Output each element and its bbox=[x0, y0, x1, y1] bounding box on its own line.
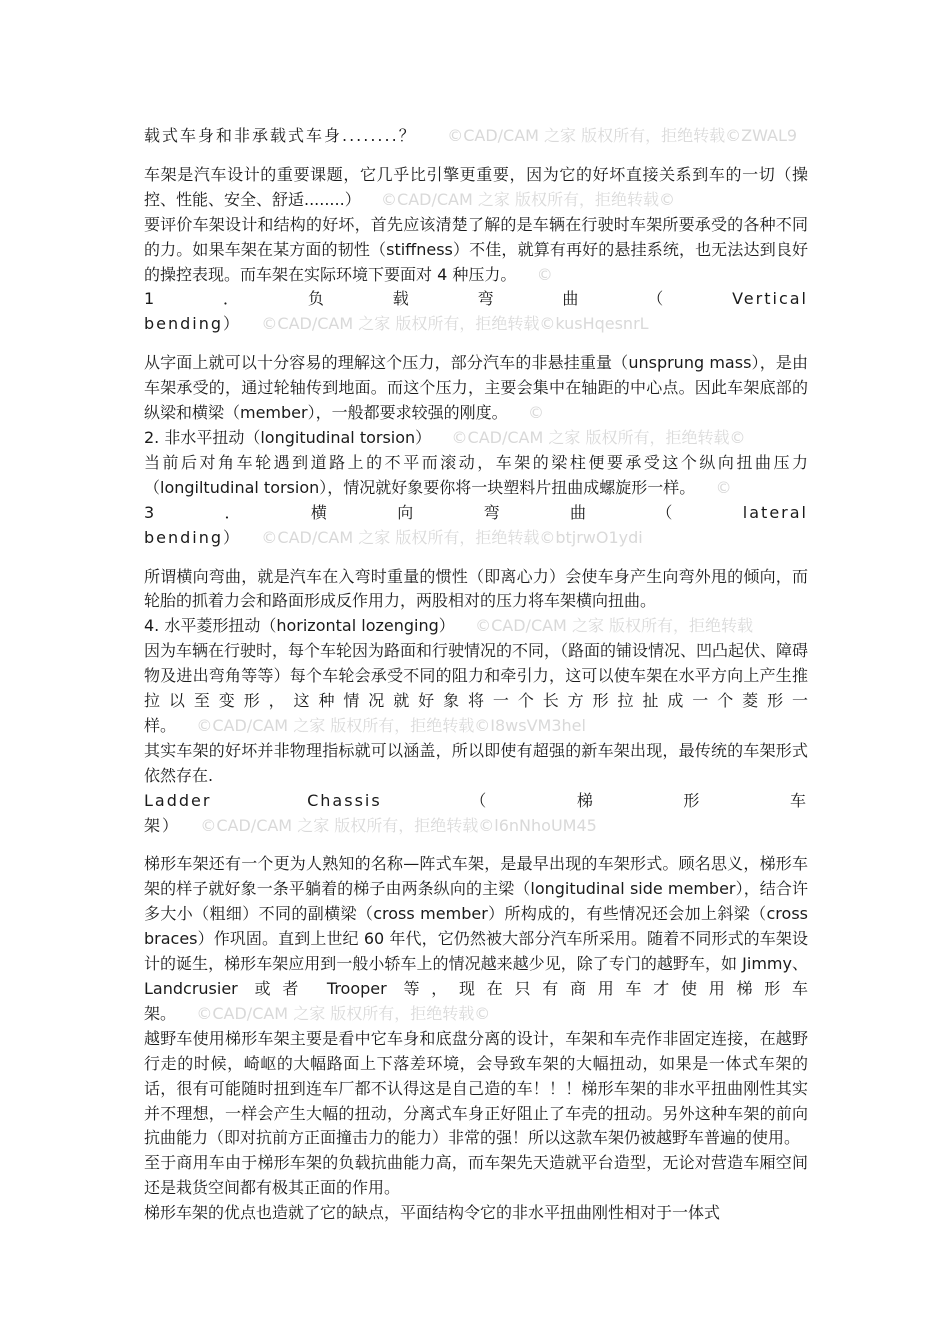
paragraph bbox=[144, 639, 808, 739]
section-heading bbox=[144, 287, 808, 337]
paragraph bbox=[144, 739, 808, 789]
watermark: ©CAD/CAM 之家 版权所有，拒绝转载 bbox=[475, 616, 754, 636]
paragraph-text: 当前后对角车轮遇到道路上的不平而滚动，车架的梁柱便要承受这个纵向扭曲压力（longiltudinal torsion），情况就好象要你将一块塑料片扭曲成螺旋形一样。 bbox=[144, 452, 808, 497]
document-body bbox=[144, 124, 808, 1226]
doc-title-text: 载式车身和非承载式车身........？ bbox=[144, 126, 417, 145]
watermark: © bbox=[536, 264, 553, 284]
paragraph-text: 要评价车架设计和结构的好坏，首先应该清楚了解的是车辆在行驶时车架所要承受的各种不同的力。如果车架在某方面的韧性（stiffness）不佳，就算有再好的悬挂系统，也无法达到良好的操控表现。而车架在实际环境下要面对 4 种压力。 bbox=[144, 214, 808, 284]
watermark: ©CAD/CAM 之家 版权所有，拒绝转载© bbox=[381, 189, 675, 209]
watermark: ©CAD/CAM 之家 版权所有，拒绝转载©l6nNhoUM45 bbox=[200, 815, 597, 835]
paragraph-text: 梯形车架的优点也造就了它的缺点，平面结构令它的非水平扭曲刚性相对于一体式 bbox=[144, 1203, 721, 1223]
watermark: © bbox=[715, 477, 732, 497]
paragraph bbox=[144, 163, 808, 213]
section-heading bbox=[144, 426, 808, 451]
heading-text: Ladder Chassis（梯形车架） bbox=[144, 790, 808, 835]
heading-text: 4. 水平菱形扭动（horizontal lozenging） bbox=[144, 616, 455, 636]
watermark: ©CAD/CAM 之家 版权所有，拒绝转载© bbox=[451, 427, 746, 447]
watermark: ©CAD/CAM 之家 版权所有，拒绝转载©ZWAL9 bbox=[447, 126, 798, 145]
paragraph-text: 因为车辆在行驶时，每个车轮因为路面和行驶情况的不同，（路面的铺设情况、凹凸起伏、障碍物及进出弯角等等）每个车轮会承受不同的阻力和牵引力，这可以使车架在水平方向上产生推拉以至变形，这种情况就好象将一个长方形拉扯成一个菱形一样。 bbox=[144, 641, 809, 735]
heading-text: 3．横向弯曲（lateral bending） bbox=[144, 502, 808, 547]
paragraph bbox=[144, 451, 808, 501]
paragraph bbox=[144, 1151, 808, 1201]
paragraph-text: 越野车使用梯形车架主要是看中它车身和底盘分离的设计，车架和车壳作非固定连接，在越野行走的时候，崎岖的大幅路面上下落差环境，会导致车架的大幅扭动，如果是一体式车架的话，很有可能随时扭到连车厂都不认得这是自己造的车！！！梯形车架的非水平扭曲刚性其实并不理想，一样会产生大幅的扭动，分离式车身正好阻止了车壳的扭动。另外这种车架的前向抗曲能力（即对抗前方正面撞击力的能力）非常的强！所以这款车架仍被越野车普遍的使用。 bbox=[144, 1028, 808, 1148]
paragraph-text: 至于商用车由于梯形车架的负载抗曲能力高，而车架先天造就平台造型，无论对营造车厢空间还是栽货空间都有极其正面的作用。 bbox=[144, 1153, 808, 1198]
heading-text: 2. 非水平扭动（longitudinal torsion） bbox=[144, 427, 432, 447]
heading-text: 1．负载弯曲（Vertical bending） bbox=[144, 289, 808, 334]
paragraph bbox=[144, 565, 808, 615]
section-heading bbox=[144, 789, 808, 839]
paragraph-text: 梯形车架还有一个更为人熟知的名称—阵式车架，是最早出现的车架形式。顾名思义，梯形车架的样子就好象一条平躺着的梯子由两条纵向的主梁（longitudinal side member），结合许多大小（粗细）不同的副横梁（cross member）所构成的，有些情况还会加上斜梁（cross braces）作巩固。直到上世纪 60 年代，它仍然被大部分汽车所采用。随着不同形式的车架设计的诞生，梯形车架应用到一般小轿车上的情况越来越少见，除了专门的越野车，如 Jimmy、Landcrusier 或者 Trooper 等，现在只有商用车才使用梯形车架。 bbox=[144, 854, 808, 1023]
watermark: ©CAD/CAM 之家 版权所有，拒绝转载©btjrwO1ydi bbox=[261, 527, 643, 547]
paragraph bbox=[144, 1027, 808, 1152]
section-heading bbox=[144, 614, 808, 639]
paragraph-text: 所谓横向弯曲，就是汽车在入弯时重量的惯性（即离心力）会使车身产生向弯外甩的倾向，而轮胎的抓着力会和路面形成反作用力，两股相对的压力将车架横向扭曲。 bbox=[144, 566, 808, 611]
watermark: ©CAD/CAM 之家 版权所有，拒绝转载©I8wsVM3hel bbox=[196, 715, 586, 735]
watermark: ©CAD/CAM 之家 版权所有，拒绝转载© bbox=[196, 1003, 491, 1023]
paragraph bbox=[144, 1201, 808, 1226]
paragraph-text: 从字面上就可以十分容易的理解这个压力，部分汽车的非悬挂重量（unsprung mass），是由车架承受的，通过轮轴传到地面。而这个压力，主要会集中在轴距的中心点。因此车架底部的纵梁和横梁（member），一般都要求较强的刚度。 bbox=[144, 353, 808, 423]
paragraph-text: 车架是汽车设计的重要课题，它几乎比引擎更重要，因为它的好坏直接关系到车的一切（操控、性能、安全、舒适........） bbox=[144, 164, 808, 209]
paragraph-text: 其实车架的好坏并非物理指标就可以涵盖，所以即使有超强的新车架出现，最传统的车架形式依然存在. bbox=[144, 740, 808, 785]
section-heading bbox=[144, 501, 808, 551]
watermark: © bbox=[527, 403, 544, 423]
paragraph bbox=[144, 351, 808, 426]
paragraph bbox=[144, 852, 808, 1026]
doc-title bbox=[144, 124, 808, 149]
paragraph bbox=[144, 213, 808, 288]
watermark: ©CAD/CAM 之家 版权所有，拒绝转载©kusHqesnrL bbox=[261, 314, 649, 334]
